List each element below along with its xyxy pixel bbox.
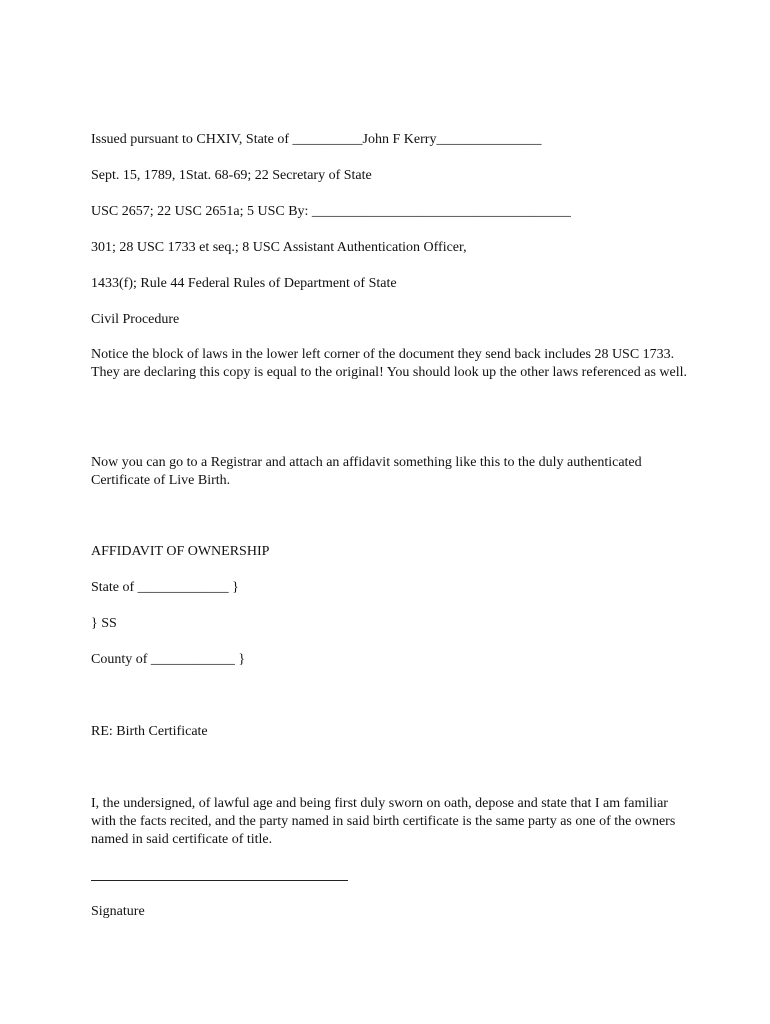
county-line: County of ____________ } [91, 652, 246, 667]
citation-line-3: USC 2657; 22 USC 2651a; 5 USC By: _____________________________________ [91, 204, 571, 219]
state-line: State of _____________ } [91, 580, 239, 595]
citation-line-5: 1433(f); Rule 44 Federal Rules of Department of State [91, 276, 397, 291]
ss-line: } SS [91, 616, 117, 631]
signature-line [91, 880, 348, 881]
citation-line-1: Issued pursuant to CHXIV, State of __________John F Kerry_______________ [91, 132, 542, 147]
registrar-paragraph: Now you can go to a Registrar and attach an affidavit something like this to the duly authenticated Certificate of Live Birth. [91, 455, 642, 488]
citation-line-2: Sept. 15, 1789, 1Stat. 68-69; 22 Secretary of State [91, 168, 372, 183]
oath-paragraph: I, the undersigned, of lawful age and being first duly sworn on oath, depose and state that I am familiar with the facts recited, and the party named in said birth certificate is the same party as one of the owners named in said certificate of title. [91, 796, 676, 847]
citation-line-4: 301; 28 USC 1733 et seq.; 8 USC Assistant Authentication Officer, [91, 240, 467, 255]
notice-paragraph: Notice the block of laws in the lower left corner of the document they send back includes 28 USC 1733. They are declaring this copy is equal to the original! You should look up the other laws referenced as well. [91, 347, 688, 380]
re-line: RE: Birth Certificate [91, 724, 208, 739]
signature-label: Signature [91, 904, 145, 919]
citation-line-6: Civil Procedure [91, 312, 180, 327]
affidavit-title: AFFIDAVIT OF OWNERSHIP [91, 544, 270, 559]
